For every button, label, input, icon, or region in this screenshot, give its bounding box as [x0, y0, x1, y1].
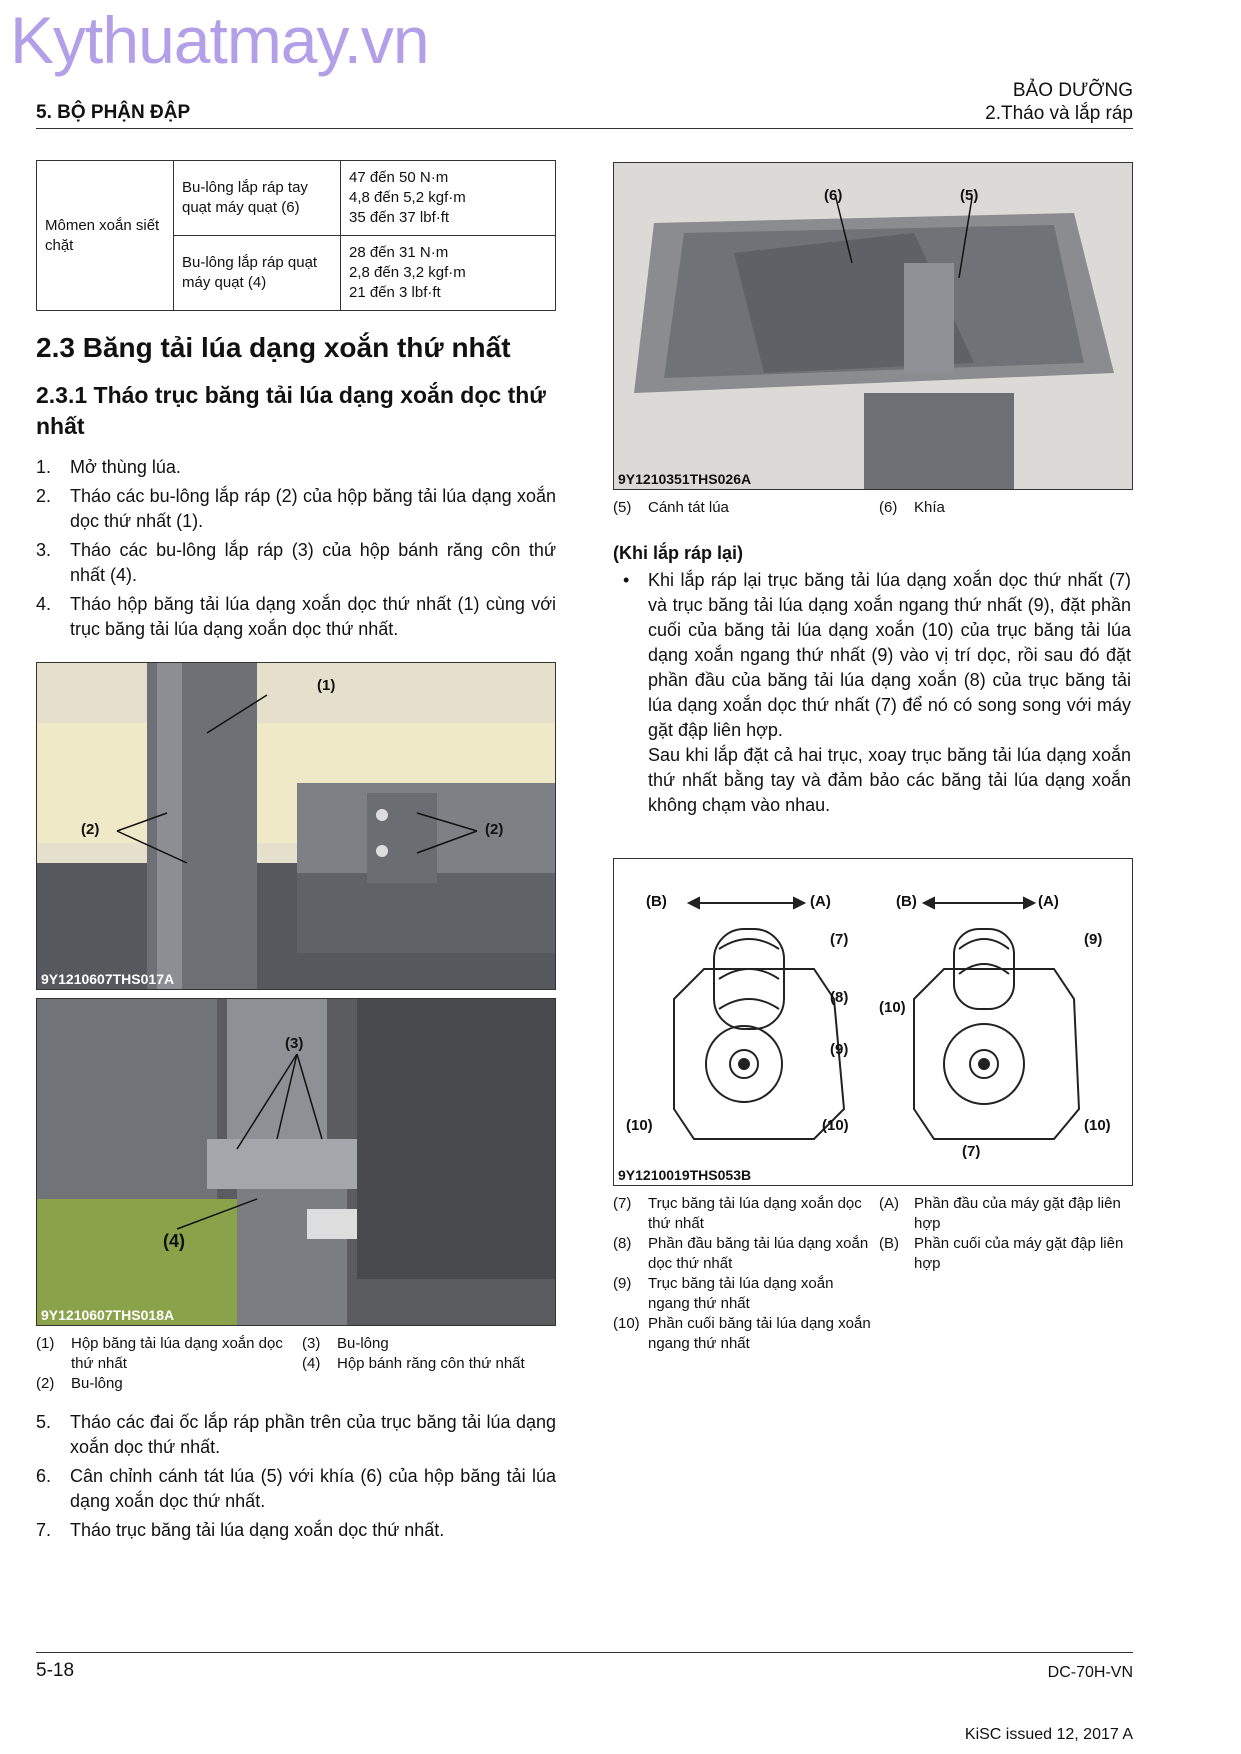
diagram-label: (10): [879, 999, 906, 1016]
step-text: Cân chỉnh cánh tát lúa (5) với khía (6) của hộp băng tải lúa dạng xoắn dọc thứ nhất.: [70, 1466, 556, 1511]
callout-label: (1): [317, 677, 336, 694]
legend-value: Phần cuối băng tải lúa dạng xoắn ngang thứ nhất: [648, 1315, 871, 1352]
step-item: [36, 1518, 556, 1543]
reassembly-note: [613, 568, 1131, 818]
torque-values: [341, 236, 556, 311]
diagram-label: (A): [1038, 893, 1059, 910]
legend-key: (3): [302, 1335, 321, 1352]
legend-key: (9): [613, 1275, 632, 1292]
section-header: 5. BỘ PHẬN ĐẬP: [36, 102, 191, 123]
legend-value: Phần cuối của máy gặt đập liên hợp: [914, 1235, 1124, 1272]
step-number: 2.: [36, 486, 52, 506]
callout-label: (2): [81, 821, 100, 838]
photo-illustration: [614, 163, 1132, 489]
legend-key: (7): [613, 1195, 632, 1212]
legend-value: Hộp bánh răng côn thứ nhất: [337, 1355, 525, 1372]
legend-value: Bu-lông: [71, 1375, 123, 1392]
footer-rule: [36, 1652, 1133, 1653]
subchapter-header: 2.Tháo và lắp ráp: [985, 103, 1133, 124]
step-item: [36, 455, 556, 480]
diagram-label: (8): [830, 989, 849, 1006]
page-number: 5-18: [36, 1660, 75, 1681]
steps-list-a: [36, 455, 556, 646]
auger-diagram: [613, 858, 1133, 1186]
torque-value: 28 đến 31 N·m: [349, 244, 449, 261]
legend-key: (4): [302, 1355, 321, 1372]
legend-key: (1): [36, 1335, 55, 1352]
chapter-header: BẢO DƯỠNG: [1012, 80, 1133, 101]
torque-value: 4,8 đến 5,2 kgf·m: [349, 189, 466, 206]
step-number: 1.: [36, 457, 52, 477]
step-text: Tháo các đai ốc lắp ráp phần trên của trục băng tải lúa dạng xoắn dọc thứ nhất.: [70, 1412, 556, 1457]
legend-value: Bu-lông: [337, 1335, 389, 1352]
legend-value: Khía: [914, 499, 945, 516]
legend-key: (10): [613, 1315, 640, 1332]
reassembly-paragraph: Sau khi lắp đặt cả hai trục, xoay trục băng tải lúa dạng xoắn thứ nhất bằng tay và đảm bảo các băng tải lúa dạng xoắn không chạm vào nhau.: [648, 745, 1131, 815]
diagram-label: (9): [830, 1041, 849, 1058]
step-text: Tháo các bu-lông lắp ráp (3) của hộp bánh răng côn thứ nhất (4).: [70, 540, 556, 585]
legend-key: (B): [879, 1235, 899, 1252]
torque-table: [36, 160, 556, 311]
reassembly-title: (Khi lắp ráp lại): [613, 543, 744, 563]
step-item: [36, 1464, 556, 1514]
step-number: 3.: [36, 540, 52, 560]
photo-bevel-gearbox: [36, 998, 556, 1326]
figure-code: 9Y1210351THS026A: [618, 471, 752, 487]
diagram-label: (10): [1084, 1117, 1111, 1134]
subsection-title: 2.3.1 Tháo trục băng tải lúa dạng xoắn dọc thứ nhất: [36, 382, 546, 439]
steps-list-b: [36, 1410, 556, 1547]
legend-key: (A): [879, 1195, 899, 1212]
legend-key: (2): [36, 1375, 55, 1392]
legend-value: Phần đầu của máy gặt đập liên hợp: [914, 1195, 1121, 1232]
legend-key: (8): [613, 1235, 632, 1252]
legend-value: Trục băng tải lúa dạng xoắn dọc thứ nhất: [648, 1195, 862, 1232]
step-item: [36, 592, 556, 642]
reassembly-paragraph: Khi lắp ráp lại trục băng tải lúa dạng xoắn dọc thứ nhất (7) và trục băng tải lúa dạng xoắn ngang thứ nhất (9), đặt phần cuối của băng tải lúa dạng xoắn (10) của trục băng tải lúa dạng xoắn ngang thứ nhất (9) vào vị trí dọc, rồi sau đó đặt phần đầu của băng tải lúa dạng xoắn (8) của trục băng tải lúa dạng xoắn dọc thứ nhất (7) để nó có song song với máy gặt đập liên hợp.: [648, 570, 1131, 740]
diagram-label: (7): [962, 1143, 981, 1160]
step-item: [36, 484, 556, 534]
callout-label: (2): [485, 821, 504, 838]
callout-label: (6): [824, 187, 843, 204]
step-number: 5.: [36, 1412, 52, 1432]
step-item: [36, 1410, 556, 1460]
diagram-label: (B): [896, 893, 917, 910]
torque-label: Mômen xoắn siết chặt: [37, 161, 174, 311]
legend-key: (5): [613, 499, 632, 516]
figure-code: 9Y1210607THS018A: [41, 1307, 175, 1323]
torque-item: Bu-lông lắp ráp quạt máy quạt (4): [174, 236, 341, 311]
torque-item: Bu-lông lắp ráp tay quạt máy quạt (6): [174, 161, 341, 236]
diagram-label: (9): [1084, 931, 1103, 948]
legend-photos-1-2: [36, 1334, 556, 1400]
legend-photo-3: [613, 498, 1131, 520]
issue-note: KiSC issued 12, 2017 A: [964, 1726, 1133, 1743]
diagram-label: (A): [810, 893, 831, 910]
section-title: 2.3 Băng tải lúa dạng xoắn thứ nhất: [36, 332, 511, 363]
callout-label: (4): [163, 1231, 185, 1251]
legend-value: Cánh tát lúa: [648, 499, 729, 516]
legend-value: Trục băng tải lúa dạng xoắn ngang thứ nhất: [648, 1275, 834, 1312]
bullet-marker: •: [623, 570, 630, 590]
legend-key: (6): [879, 499, 898, 516]
torque-value: 21 đến 3 lbf·ft: [349, 284, 441, 301]
torque-values: [341, 161, 556, 236]
photo-conveyor-housing: [36, 662, 556, 990]
step-number: 4.: [36, 594, 52, 614]
photo-conveyor-box: [613, 162, 1133, 490]
step-text: Mở thùng lúa.: [70, 457, 181, 477]
step-number: 6.: [36, 1466, 52, 1486]
figure-code: 9Y1210607THS017A: [41, 971, 175, 987]
watermark-logo: Kythuatmay.vn: [10, 3, 429, 77]
diagram-label: (10): [822, 1117, 849, 1134]
step-text: Tháo hộp băng tải lúa dạng xoắn dọc thứ nhất (1) cùng với trục băng tải lúa dạng xoắn dọc thứ nhất.: [70, 594, 556, 639]
diagram-label: (7): [830, 931, 849, 948]
figure-code: 9Y1210019THS053B: [618, 1167, 752, 1183]
photo-illustration: [37, 663, 555, 989]
torque-value: 2,8 đến 3,2 kgf·m: [349, 264, 466, 281]
step-item: [36, 538, 556, 588]
callout-label: (5): [960, 187, 979, 204]
step-text: Tháo các bu-lông lắp ráp (2) của hộp băng tải lúa dạng xoắn dọc thứ nhất (1).: [70, 486, 556, 531]
torque-value: 47 đến 50 N·m: [349, 169, 449, 186]
diagram-label: (10): [626, 1117, 653, 1134]
document-code: DC-70H-VN: [1047, 1664, 1133, 1681]
diagram-label: (B): [646, 893, 667, 910]
step-number: 7.: [36, 1520, 52, 1540]
step-text: Tháo trục băng tải lúa dạng xoắn dọc thứ nhất.: [70, 1520, 445, 1540]
torque-value: 35 đến 37 lbf·ft: [349, 209, 450, 226]
legend-value: Hộp băng tải lúa dạng xoắn dọc thứ nhất: [71, 1335, 283, 1372]
callout-label: (3): [285, 1035, 304, 1052]
header-rule: [36, 128, 1133, 129]
legend-value: Phần đầu băng tải lúa dạng xoắn dọc thứ nhất: [648, 1235, 869, 1272]
legend-diagram: [613, 1194, 1131, 1354]
